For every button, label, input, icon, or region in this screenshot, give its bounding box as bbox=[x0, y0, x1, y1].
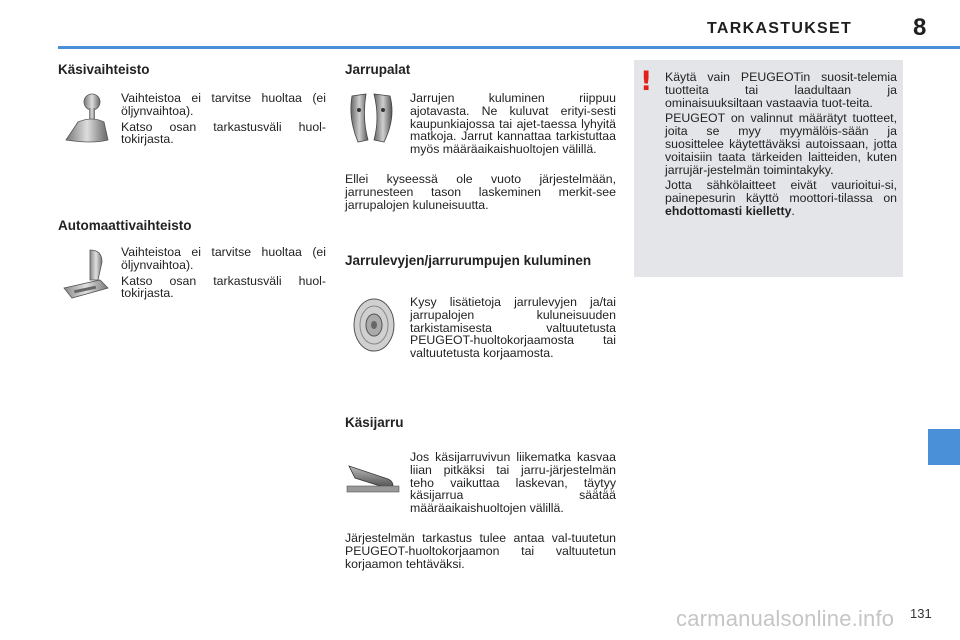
page-number: 131 bbox=[910, 606, 932, 621]
manual-gearbox-text bbox=[121, 92, 326, 149]
automatic-gear-lever-icon bbox=[60, 246, 110, 307]
warning-exclamation-icon: ! bbox=[640, 66, 653, 97]
header-rule bbox=[58, 46, 960, 49]
brake-pads-icon bbox=[344, 90, 400, 153]
handbrake-text-2 bbox=[345, 532, 616, 573]
handbrake-p1: Jos käsijarruvivun liikematka kasvaa liian pitkäksi tai jarru-järjestelmän teho vaikuttaa laskevan, täytyy käsijarrua säätää määräaikaishuoltojen välillä. bbox=[410, 450, 616, 516]
warning-p3 bbox=[665, 179, 897, 217]
automatic-gearbox-heading: Automaattivaihteisto bbox=[58, 218, 192, 233]
automatic-gearbox-p2: Katso osan tarkastusväli huol-tokirjasta. bbox=[121, 273, 326, 301]
warning-p3-start: Jotta sähkölaitteet eivät vaurioitui-si, painepesurin käyttö moottori-tilassa on bbox=[665, 178, 897, 206]
warning-p3-end: . bbox=[791, 203, 795, 218]
brake-pads-text-1 bbox=[410, 92, 616, 159]
brake-discs-heading: Jarrulevyjen/jarrurumpujen kuluminen bbox=[345, 253, 592, 268]
manual-gearbox-p2: Katso osan tarkastusväli huol-tokirjasta. bbox=[121, 119, 326, 147]
brake-pads-p2: Ellei kyseessä ole vuoto järjestelmään, jarrunesteen tason laskeminen merkit-see jarrupalojen kuluneisuutta. bbox=[345, 172, 616, 212]
warning-p2: PEUGEOT on valinnut määrätyt tuotteet, joita se myy myymälöis-sään ja suosittelee käytettäväksi autoissaan, jotta voitaisiin taata tärkeiden laitteiden, kuten jarrujär-jestelmän toimintakyky. bbox=[665, 111, 897, 177]
handbrake-lever-icon bbox=[345, 462, 401, 501]
automatic-gearbox-text bbox=[121, 246, 326, 303]
handbrake-text-1 bbox=[410, 451, 616, 518]
brake-discs-text bbox=[410, 296, 616, 363]
brake-discs-p1: Kysy lisätietoja jarrulevyjen ja/tai jarrupalojen kuluneisuuden tarkistamisesta valtuutetusta PEUGEOT-huoltokorjaamosta tai valtuutetusta korjaamosta. bbox=[410, 295, 616, 361]
handbrake-p2: Järjestelmän tarkastus tulee antaa val-tuutetun PEUGEOT-huoltokorjaamon tai valtuutetun korjaamon tehtäväksi. bbox=[345, 531, 616, 571]
manual-gearbox-heading: Käsivaihteisto bbox=[58, 62, 150, 77]
brake-disc-icon bbox=[348, 296, 398, 359]
warning-text bbox=[665, 71, 897, 221]
warning-p1: Käytä vain PEUGEOTin suosit-telemia tuotteita tai laadultaan ja ominaisuuksiltaan vastaavia tuot-teita. bbox=[665, 70, 897, 110]
section-title: TARKASTUKSET bbox=[707, 20, 853, 37]
brake-pads-heading: Jarrupalat bbox=[345, 62, 411, 77]
manual-gear-lever-icon bbox=[60, 92, 112, 149]
manual-gearbox-p1: Vaihteistoa ei tarvitse huoltaa (ei öljynvaihtoa). bbox=[121, 91, 326, 118]
warning-p3-bold: ehdottomasti kielletty bbox=[665, 203, 792, 218]
handbrake-heading: Käsijarru bbox=[345, 415, 404, 430]
watermark: carmanualsonline.info bbox=[676, 606, 895, 631]
chapter-tab bbox=[928, 429, 960, 465]
chapter-number: 8 bbox=[913, 14, 927, 41]
automatic-gearbox-p1: Vaihteistoa ei tarvitse huoltaa (ei öljynvaihtoa). bbox=[121, 245, 326, 272]
brake-pads-text-2 bbox=[345, 173, 616, 214]
brake-pads-p1: Jarrujen kuluminen riippuu ajotavasta. Ne kuluvat erityi-sesti kaupunkiajossa tai ajet-taessa lyhyitä matkoja. Jarrut kannattaa tarkistuttaa myös määräaikaishuoltojen välillä. bbox=[410, 91, 616, 157]
